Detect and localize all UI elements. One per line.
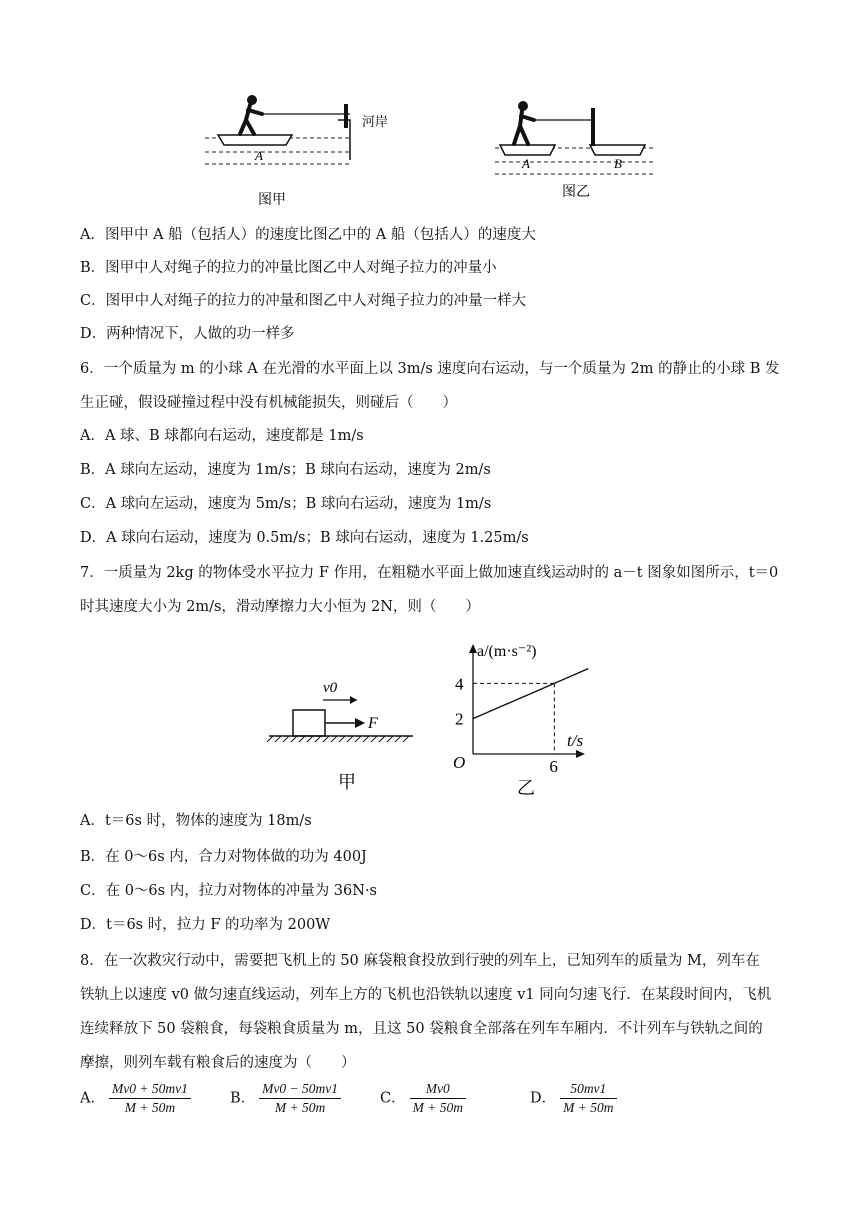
q7-stem-line2: 时其速度大小为 2m/s，滑动摩擦力大小恒为 2N，则（ ） [80, 599, 480, 615]
at-graph-svg [445, 632, 615, 802]
q8-option-b [230, 1080, 345, 1117]
boat-figure-svg [200, 90, 670, 210]
q8-option-d [530, 1080, 621, 1117]
q6-stem-line1: 6．一个质量为 m 的小球 A 在光滑的水平面上以 3m/s 速度向右运动，与一个质量为 2m 的静止的小球 B 发 [80, 361, 780, 377]
q7-option-d: D．t＝6s 时，拉力 F 的功率为 200W [80, 917, 331, 933]
figure-jia-drawing [205, 95, 388, 164]
at-graph-caption: 乙 [517, 778, 535, 798]
q8-option-a [80, 1080, 195, 1117]
y-tick-label-0: 2 [455, 709, 464, 729]
block-figure [265, 670, 425, 800]
q6-stem-line2: 生正碰，假设碰撞过程中没有机械能损失，则碰后（ ） [80, 395, 457, 411]
q8-option-a-fraction [109, 1080, 191, 1117]
v0-label: v0 [323, 680, 338, 696]
q8-stem-line3: 连续释放下 50 袋粮食，每袋粮食质量为 m，且这 50 袋粮食全部落在列车车厢内．不计列车与铁轨之间的 [80, 1021, 763, 1037]
origin-label: O [453, 753, 466, 772]
at-graph [445, 632, 615, 802]
y-tick-label-1: 4 [455, 674, 464, 694]
force-label: F [368, 715, 378, 732]
boat-figure [200, 90, 670, 210]
q8-option-d-letter: D． [530, 1090, 557, 1107]
q5-option-c: C．图甲中人对绳子的拉力的冲量和图乙中人对绳子拉力的冲量一样大 [80, 293, 527, 309]
q8-option-c-numerator: Mv0 [410, 1080, 466, 1099]
block-figure-svg [265, 670, 425, 800]
q8-option-d-fraction [560, 1080, 616, 1117]
figure-yi-drawing [495, 101, 655, 174]
figure-jia-caption: 图甲 [258, 193, 286, 208]
q8-option-d-denominator: M + 50m [563, 1100, 614, 1115]
q8-stem-line1: 8．在一次救灾行动中，需要把飞机上的 50 麻袋粮食投放到行驶的列车上，已知列车的质量为 M，列车在 [80, 953, 760, 969]
q8-option-a-letter: A． [80, 1090, 105, 1107]
q5-option-b: B．图甲中人对绳子的拉力的冲量比图乙中人对绳子拉力的冲量小 [80, 260, 497, 276]
q8-option-c-denominator: M + 50m [412, 1100, 463, 1115]
q7-option-c: C．在 0～6s 内，拉力对物体的冲量为 36N·s [80, 883, 378, 899]
y-axis-label: a/(m·s⁻²) [477, 643, 537, 660]
q5-option-d: D．两种情况下，人做的功一样多 [80, 326, 295, 342]
q8-stem-line4: 摩擦，则列车载有粮食后的速度为（ ） [80, 1055, 356, 1071]
series-line [473, 669, 588, 719]
q5-option-a: A．图甲中 A 船（包括人）的速度比图乙中的 A 船（包括人）的速度大 [80, 227, 536, 243]
q6-option-c: C．A 球向左运动，速度为 5m/s；B 球向右运动，速度为 1m/s [80, 496, 492, 512]
boat-a-label-jia: A [255, 148, 263, 163]
shore-label: 河岸 [362, 114, 389, 129]
q8-option-c-letter: C． [380, 1090, 406, 1107]
q7-option-b: B．在 0～6s 内，合力对物体做的功为 400J [80, 849, 367, 865]
q8-option-a-numerator: Mv0 + 50mv1 [109, 1080, 191, 1099]
q8-option-c-fraction [410, 1080, 466, 1117]
q8-option-b-letter: B． [230, 1090, 256, 1107]
y-axis-arrow [469, 644, 477, 653]
q8-option-a-denominator: M + 50m [124, 1100, 176, 1115]
q6-option-d: D．A 球向右运动，速度为 0.5m/s；B 球向右运动，速度为 1.25m/s [80, 530, 529, 546]
q6-option-b: B．A 球向左运动，速度为 1m/s；B 球向右运动，速度为 2m/s [80, 462, 491, 478]
x-tick-label-0: 6 [549, 757, 558, 776]
q8-option-b-fraction [259, 1080, 341, 1117]
figure-yi-caption: 图乙 [562, 185, 590, 200]
boat-b-label-yi: B [614, 156, 622, 171]
x-axis-label: t/s [567, 731, 584, 750]
q7-stem-line1: 7．一质量为 2kg 的物体受水平拉力 F 作用，在粗糙水平面上做加速直线运动时的 a－t 图象如图所示，t＝0 [80, 565, 779, 581]
block-figure-caption: 甲 [338, 772, 356, 792]
q8-stem-line2: 铁轨上以速度 v0 做匀速直线运动，列车上方的飞机也沿铁轨以速度 v1 同向匀速飞行．在某段时间内，飞机 [80, 987, 772, 1003]
q8-option-b-numerator: Mv0 − 50mv1 [259, 1080, 341, 1099]
q8-option-c [380, 1080, 470, 1117]
q8-option-b-denominator: M + 50m [274, 1100, 326, 1115]
x-axis-arrow [576, 750, 585, 758]
q8-option-d-numerator: 50mv1 [560, 1080, 616, 1099]
q6-option-a: A．A 球、B 球都向右运动，速度都是 1m/s [80, 428, 364, 444]
q7-option-a: A．t＝6s 时，物体的速度为 18m/s [80, 813, 312, 829]
boat-a-label-yi: A [522, 156, 530, 171]
